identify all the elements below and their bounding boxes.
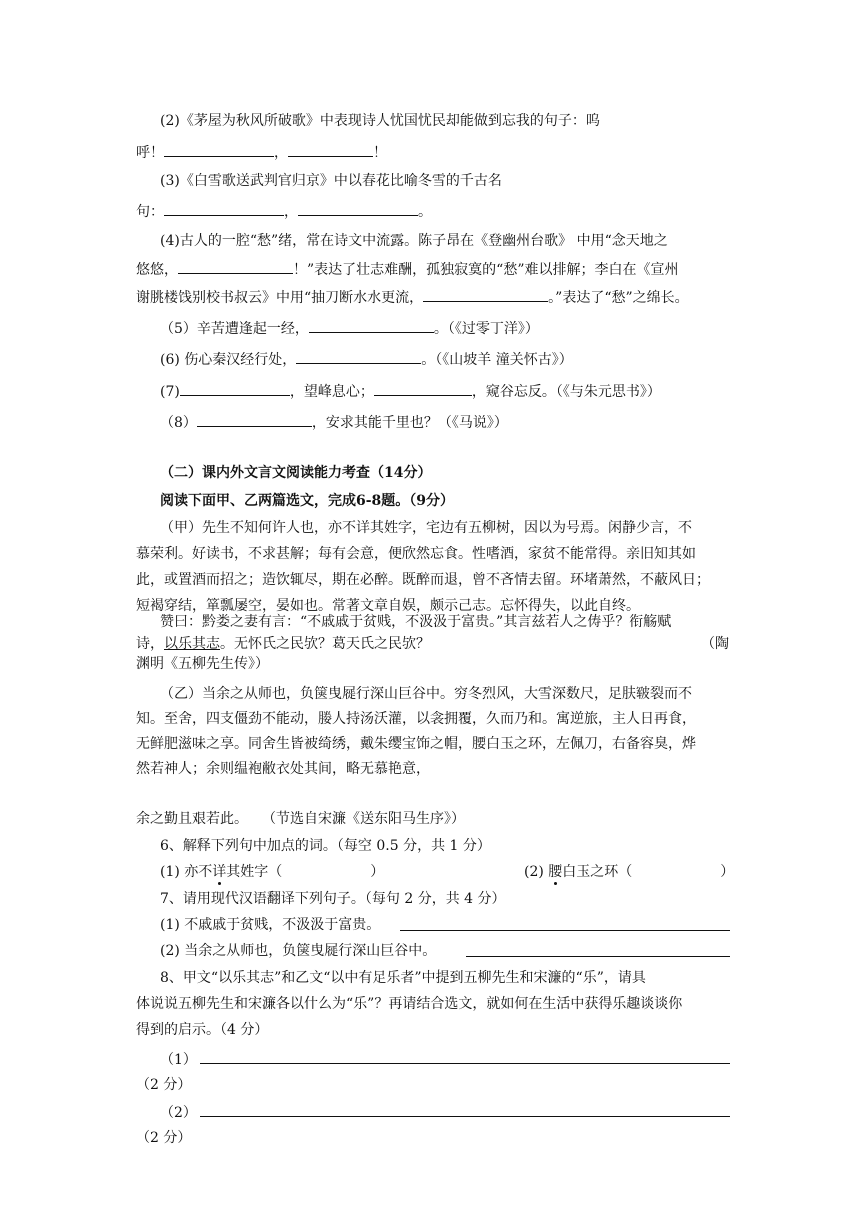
blank[interactable]	[298, 200, 418, 216]
q8-answer-label: （1）	[160, 1052, 197, 1068]
passage-b-line: 余之勤且艰若此。 （节选自宋濂《送东阳马生序》）	[136, 811, 465, 827]
score-note: （2 分）	[136, 1130, 192, 1146]
passage-b-line: 知。至舍，四支僵劲不能动，媵人持汤沃灌，以衾拥覆，久而乃和。寓逆旅，主人日再食，	[136, 711, 696, 727]
q7-prompt: 7、请用现代汉语翻译下列句子。（每句 2 分，共 4 分）	[160, 891, 506, 907]
blank[interactable]	[423, 286, 548, 302]
q5: （5）辛苦遭逢起一经， 。（《过零丁洋》）	[160, 317, 539, 339]
q6-item-1: (1) 亦不详其姓字（ ）	[160, 864, 385, 880]
section-heading: （二）课内外文言文阅读能力考查（14分）	[160, 465, 432, 481]
blank[interactable]	[296, 348, 421, 364]
q2-text: (2)《茅屋为秋风所破歌》中表现诗人忧国忧民却能做到忘我的句子：呜	[160, 113, 600, 129]
q7p: (7) ，望峰息心； ，窥谷忘反。（《与朱元思书》）	[160, 380, 661, 402]
blank[interactable]	[309, 317, 434, 333]
blank[interactable]	[178, 258, 293, 274]
blank[interactable]	[288, 141, 373, 157]
zan-line: 诗，以乐其志。无怀氏之民欤？葛天氏之民欤？	[136, 636, 430, 652]
q8p: （8） ，安求其能千里也？（《马说》）	[160, 411, 508, 433]
blank[interactable]	[164, 141, 274, 157]
blank[interactable]	[164, 200, 284, 216]
blank[interactable]	[374, 380, 472, 396]
answer-line[interactable]	[200, 1063, 730, 1064]
underlined-phrase: 以乐其志	[164, 636, 220, 652]
q8-answer-label: （2）	[160, 1105, 197, 1121]
passage-a-line: 慕荣利。好读书，不求甚解；每有会意，便欣然忘食。性嗜酒，家贫不能常得。亲旧知其如	[136, 546, 696, 562]
passage-a-line: 此，或置酒而招之；造饮辄尽，期在必醉。既醉而退，曾不吝情去留。环堵萧然，不蔽风日；	[136, 572, 710, 588]
q4-line1: (4)古人的一腔“愁”绪，常在诗文中流露。陈子昂在《登幽州台歌》 中用“念天地之	[160, 233, 668, 249]
score-note: （2 分）	[136, 1077, 192, 1093]
q8-prompt: 体说说五柳先生和宋濂各以什么为“乐”？再请结合选文，就如何在生活中获得乐趣谈谈你	[136, 996, 683, 1012]
q7-item-1: (1) 不戚戚于贫贱，不汲汲于富贵。	[160, 917, 381, 933]
passage-b-line: （乙）当余之从师也，负箧曳屣行深山巨谷中。穷冬烈风，大雪深数尺，足肤皲裂而不	[160, 686, 692, 702]
q4-line3: 谢朓楼饯别校书叔云》中用“抽刀断水水更流， 。”表达了“愁”之绵长。	[136, 286, 689, 308]
answer-line[interactable]	[400, 930, 730, 931]
q6p: (6) 伤心秦汉经行处， 。（《山坡羊 潼关怀古》）	[160, 348, 573, 370]
q2-line2: 呼！ ， ！	[136, 141, 387, 163]
q3-line2: 句： ， 。	[136, 200, 432, 222]
blank[interactable]	[180, 380, 290, 396]
q6-prompt: 6、解释下列句中加点的词。（每空 0.5 分，共 1 分）	[160, 838, 491, 854]
q6-item-2: (2) 腰白玉之环（ ）	[524, 864, 735, 880]
q8-prompt: 8、甲文“以乐其志”和乙文“以中有足乐者”中提到五柳先生和宋濂的“乐”，请具	[160, 970, 646, 986]
passage-b-line: 然若神人；余则缊袍敝衣处其间，略无慕艳意，	[136, 761, 430, 777]
passage-a-line: 短褐穿结，箪瓢屡空，晏如也。常著文章自娱，颇示己志。忘怀得失，以此自终。	[136, 598, 640, 614]
q4-line2: 悠悠， ！”表达了壮志难酬，孤独寂寞的“愁”难以排解；李白在《宣州	[136, 258, 678, 280]
section-instruction: 阅读下面甲、乙两篇选文，完成6-8题。（9分）	[160, 493, 455, 509]
answer-line[interactable]	[200, 1116, 730, 1117]
passage-a-line: （甲）先生不知何许人也，亦不详其姓字，宅边有五柳树，因以为号焉。闲静少言，不	[160, 520, 692, 536]
q3-text: (3)《白雪歌送武判官归京》中以春花比喻冬雪的千古名	[160, 173, 502, 189]
blank[interactable]	[197, 411, 312, 427]
passage-b-line: 无鲜肥滋味之享。同舍生皆被绮绣，戴朱缨宝饰之帽，腰白玉之环，左佩刀，右备容臭，烨	[136, 736, 696, 752]
zan-line: 赞曰：黔娄之妻有言：“不戚戚于贫贱，不汲汲于富贵。”其言兹若人之俦乎？衔觞赋	[160, 614, 672, 630]
q8-prompt: 得到的启示。（4 分）	[136, 1022, 269, 1038]
answer-line[interactable]	[466, 956, 730, 957]
author-open: （陶	[701, 636, 729, 652]
source-line: 渊明《五柳先生传》）	[136, 656, 269, 672]
q7-item-2: (2) 当余之从师也，负箧曳屣行深山巨谷中。	[160, 943, 437, 959]
